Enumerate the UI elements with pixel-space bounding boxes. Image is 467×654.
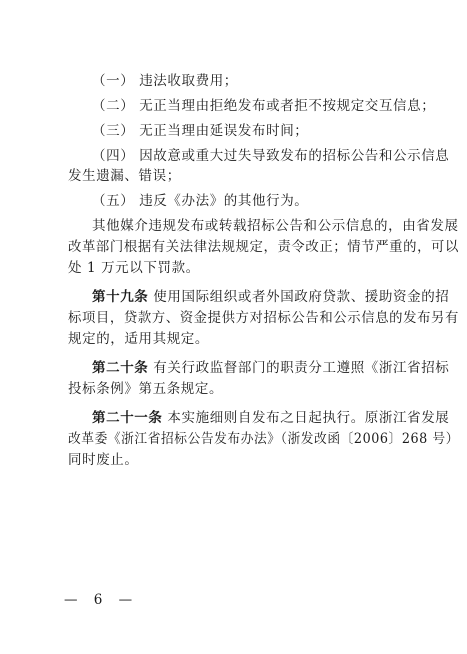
article-21-label: 第二十一条 — [92, 410, 163, 426]
article-21-line-1 — [92, 409, 449, 427]
paragraph-other-media-line-1: 其他媒介违规发布或转载招标公告和公示信息的，由省发展 — [92, 218, 459, 234]
item-1: （一） 违法收取费用； — [92, 73, 238, 89]
paragraph-other-media-line-2: 改革部门根据有关法律法规规定，责令改正；情节严重的，可以 — [68, 239, 459, 255]
article-21-text: 本实施细则自发布之日起执行。原浙江省发展 — [162, 410, 450, 426]
item-4-continued: 发生遗漏、错误； — [68, 168, 181, 184]
article-19-text: 使用国际组织或者外国政府贷款、援助资金的招 — [148, 289, 450, 305]
article-20-text: 有关行政监督部门的职责分工遵照《浙江省招标 — [148, 360, 450, 376]
article-20-line-2: 投标条例》第五条规定。 — [68, 381, 224, 397]
article-19-label: 第十九条 — [92, 289, 149, 305]
item-2: （二） 无正当理由拒绝发布或者拒不按规定交互信息； — [92, 98, 436, 114]
article-20-label: 第二十条 — [92, 360, 149, 376]
item-3: （三） 无正当理由延误发布时间； — [92, 123, 309, 139]
article-21-line-2: 改革委《浙江省招标公告发布办法》（浙发改函〔2006〕268 号） — [68, 431, 459, 447]
item-4: （四） 因故意或重大过失导致发布的招标公告和公示信息 — [92, 148, 450, 164]
article-21-line-3: 同时废止。 — [68, 452, 139, 468]
article-19-line-1 — [92, 288, 449, 306]
paragraph-other-media-line-3: 处 1 万元以下罚款。 — [68, 260, 200, 276]
article-19-line-2: 标项目，贷款方、资金提供方对招标公告和公示信息的发布另有 — [68, 310, 459, 326]
item-5: （五） 违反《办法》的其他行为。 — [92, 193, 309, 209]
article-19-line-3: 规定的，适用其规定。 — [68, 331, 209, 347]
page-number: — 6 — — [64, 592, 139, 608]
article-20-line-1 — [92, 359, 449, 377]
